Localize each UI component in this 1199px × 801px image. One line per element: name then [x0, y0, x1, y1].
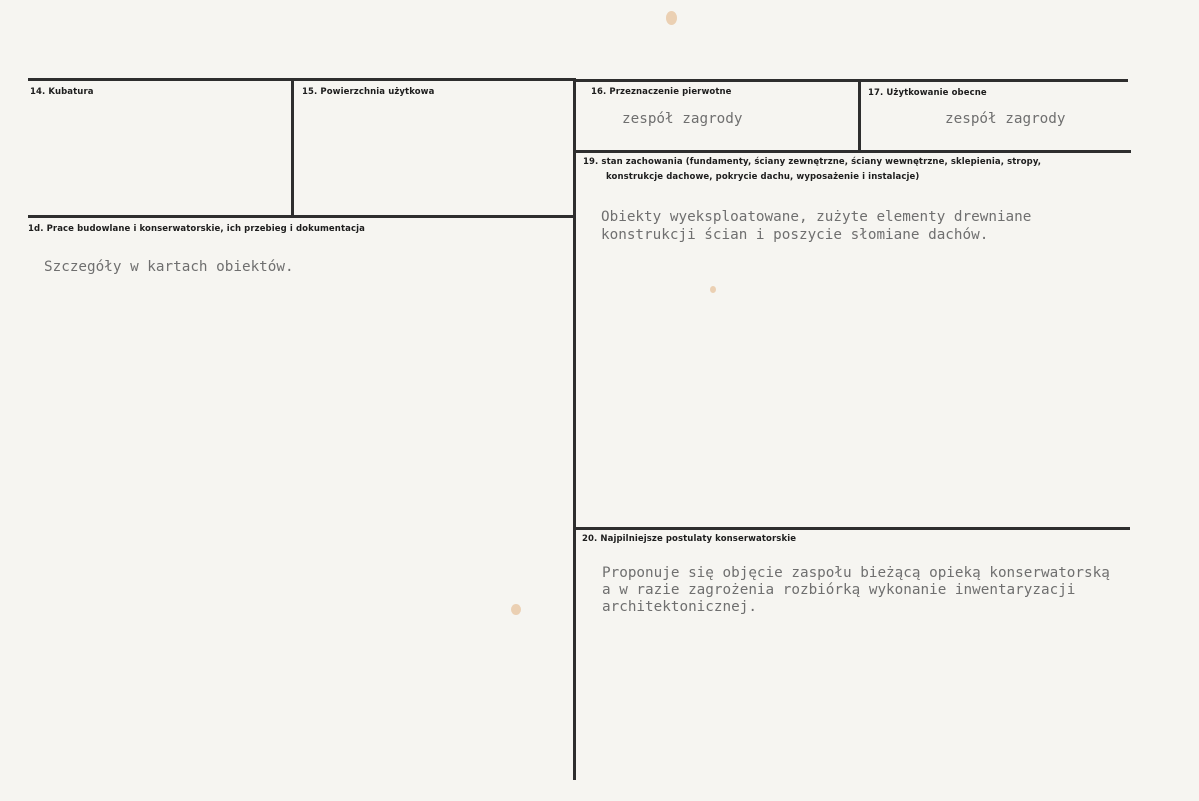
top-rule-left [28, 78, 576, 81]
rule-below-14-15 [28, 215, 574, 218]
field-18-label: 1d. Prace budowlane i konserwatorskie, ich przebieg i dokumentacja [28, 224, 365, 234]
field-19-value-line2: konstrukcji ścian i poszycie słomiane dachów. [601, 227, 989, 243]
field-19-label-line2: konstrukcje dachowe, pokrycie dachu, wyposażenie i instalacje) [606, 172, 920, 182]
divider-16-17 [858, 80, 861, 150]
field-19-value-line1: Obiekty wyeksploatowane, zużyte elementy drewniane [601, 209, 1032, 225]
field-18-value: Szczegóły w kartach obiektów. [44, 259, 294, 275]
field-17-label: 17. Użytkowanie obecne [868, 88, 987, 98]
field-16-label: 16. Przeznaczenie pierwotne [591, 87, 732, 97]
top-rule-right [576, 79, 1128, 82]
field-16-value: zespół zagrody [622, 111, 743, 127]
field-17-value: zespół zagrody [945, 111, 1066, 127]
paper-stain [511, 604, 521, 615]
rule-above-20 [576, 527, 1130, 530]
field-14-label: 14. Kubatura [30, 87, 94, 97]
paper-stain [710, 286, 716, 293]
field-20-value-line3: architektonicznej. [602, 599, 757, 615]
rule-below-16-17 [576, 150, 1131, 153]
field-20-value-line2: a w razie zagrożenia rozbiórką wykonanie inwentaryzacji [602, 582, 1076, 598]
divider-14-15 [291, 79, 294, 217]
paper-stain [666, 11, 677, 25]
field-19-label-line1: 19. stan zachowania (fundamenty, ściany zewnętrzne, ściany wewnętrzne, sklepienia, stropy, [583, 157, 1042, 167]
field-20-label: 20. Najpilniejsze postulaty konserwatorskie [582, 534, 797, 544]
field-15-label: 15. Powierzchnia użytkowa [302, 87, 435, 97]
center-divider [573, 79, 576, 780]
field-20-value-line1: Proponuje się objęcie zaspołu bieżącą opieką konserwatorską [602, 565, 1110, 581]
